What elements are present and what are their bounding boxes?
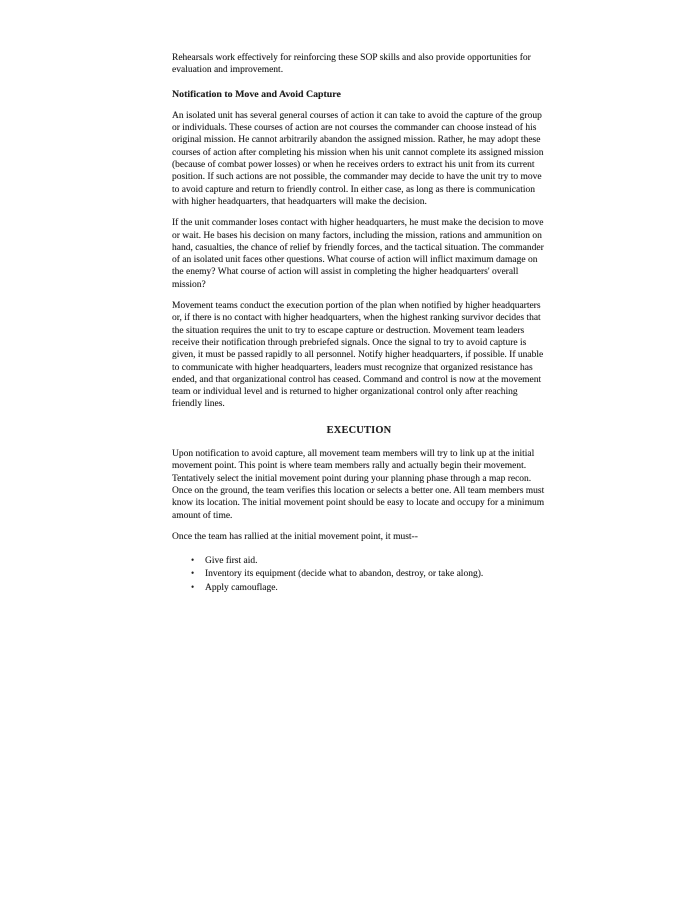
paragraph-courses-of-action: An isolated unit has several general courses of action it can take to avoid the capture of the group or individuals. These courses of action are not courses the commander can choose instead of his original mission. He cannot arbitrarily abandon the assigned mission. Rather, he may adopt these courses of action after completing his mission when his unit cannot complete its assigned mission (because of combat power losses) or when he receives orders to extract his unit from its current position. If such actions are not possible, the commander may decide to have the unit try to move to avoid capture and return to friendly control. In either case, as long as there is communication with higher headquarters, that headquarters will make the decision. xyxy=(172,110,544,207)
bullet-item xyxy=(172,555,546,567)
rally-actions-bullet-list xyxy=(172,555,546,594)
paragraph-commander-decision: If the unit commander loses contact with higher headquarters, he must make the decision to move or wait. He bases his decision on many factors, including the mission, rations and ammunition on hand, casualties, the chance of relief by friendly forces, and the tactical situation. The commander of an isolated unit faces other questions. What course of action will inflict maximum damage on the enemy? What course of action will assist in completing the higher headquarters' overall mission? xyxy=(172,218,544,290)
bullet-item xyxy=(172,568,546,580)
bullet-item xyxy=(172,582,546,594)
bullet-item-text: Inventory its equipment (decide what to abandon, destroy, or take along). xyxy=(205,569,484,580)
heading-notification-to-move-and-avoid-capture: Notification to Move and Avoid Capture xyxy=(172,88,341,100)
intro-paragraph: Rehearsals work effectively for reinforcing these SOP skills and also provide opportunities for evaluation and improvement. xyxy=(172,53,531,76)
paragraph-once-team-rallied: Once the team has rallied at the initial movement point, it must-- xyxy=(172,531,418,542)
heading-execution: EXECUTION xyxy=(326,424,392,436)
document-text-column xyxy=(172,52,546,595)
paragraph-movement-teams-execution: Movement teams conduct the execution portion of the plan when notified by higher headquarters or, if there is no contact with higher headquarters, when the highest ranking survivor decides that the situation requires the unit to try to escape capture or destruction. Movement team leaders receive their notification through prebriefed signals. Once the signal to try to avoid capture is given, it must be passed rapidly to all personnel. Notify higher headquarters, if possible. If unable to communicate with higher headquarters, leaders must recognize that organized resistance has ended, and that organizational control has ceased. Command and control is now at the movement team or individual level and is returned to higher organizational control only after reaching friendly lines. xyxy=(172,301,544,410)
bullet-item-text: Apply camouflage. xyxy=(205,582,278,593)
paragraph-initial-movement-point: Upon notification to avoid capture, all movement team members will try to link up at the initial movement point. This point is where team members rally and actually begin their movement. Tentatively select the initial movement point during your planning phase through a map recon. Once on the ground, the team verifies this location or selects a better one. All team members must know its location. The initial movement point should be easy to locate and occupy for a minimum amount of time. xyxy=(172,449,545,521)
bullet-item-text: Give first aid. xyxy=(205,556,258,567)
